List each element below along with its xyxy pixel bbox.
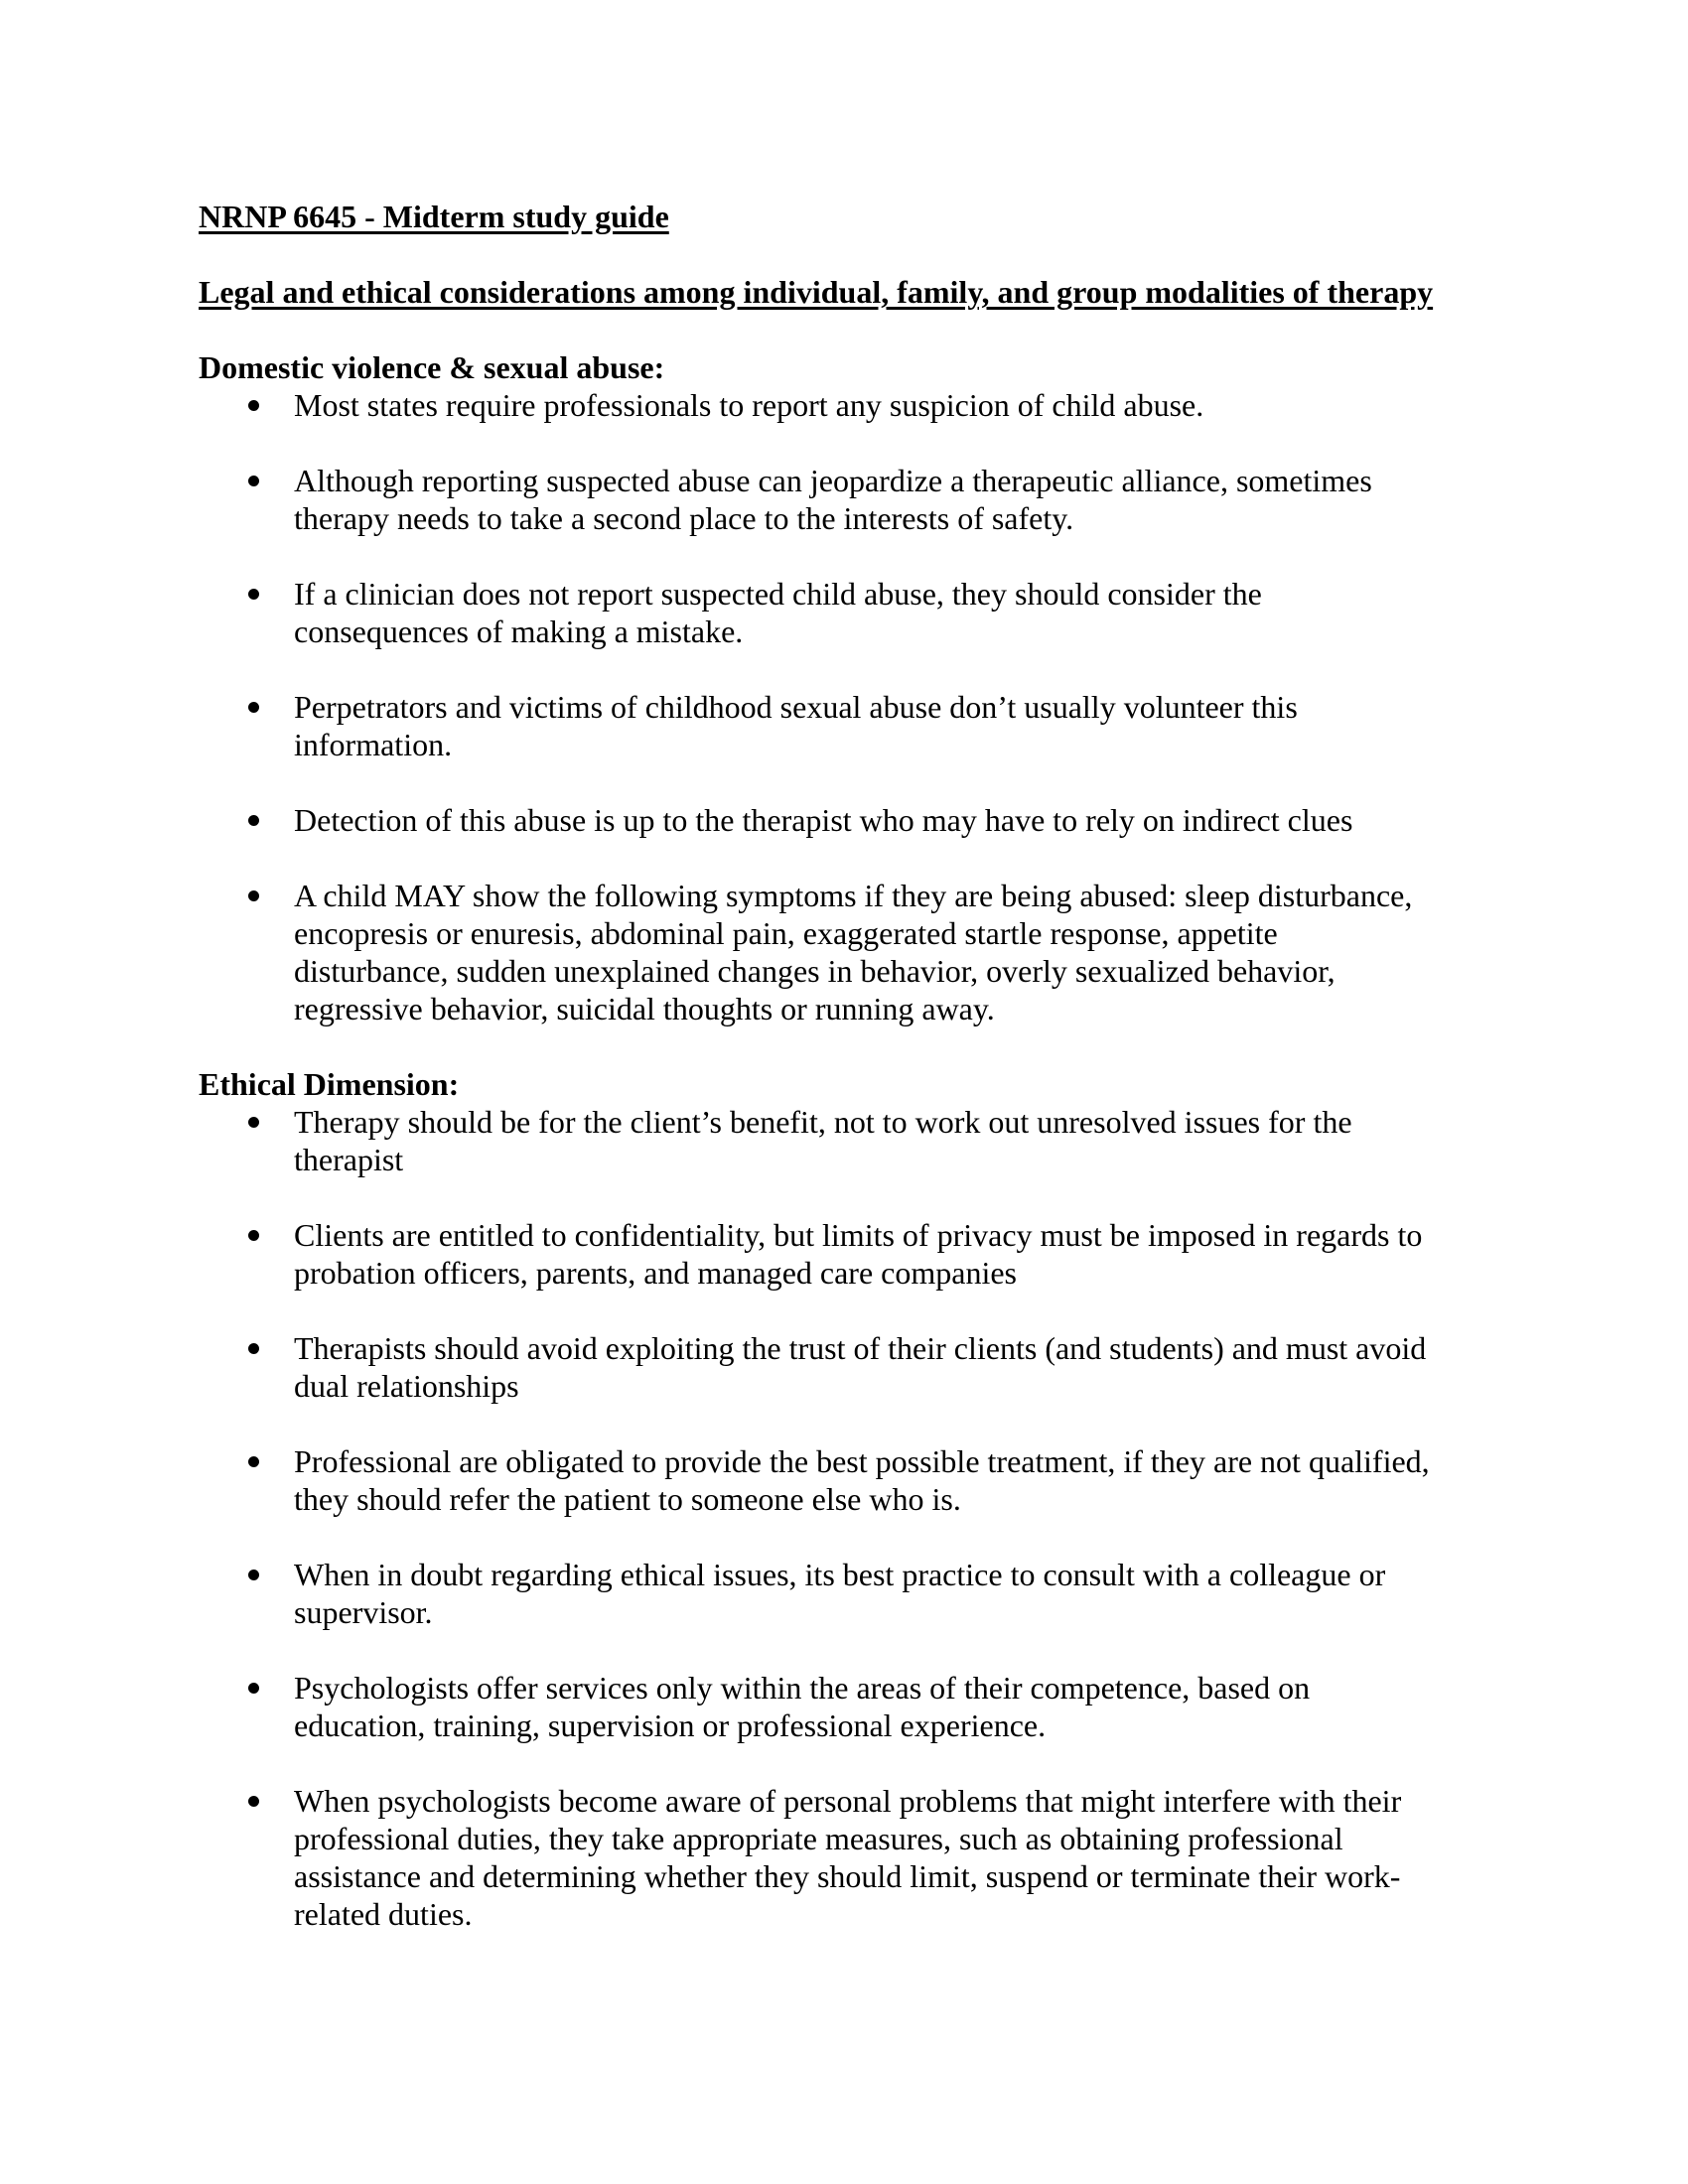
list-item-text: encopresis or enuresis, abdominal pain, exaggerated startle response, appetite	[294, 915, 1278, 951]
list-item-text: Psychologists offer services only within the areas of their competence, based on	[294, 1670, 1311, 1706]
list-item-text: Professional are obligated to provide the best possible treatment, if they are not qualified,	[294, 1443, 1430, 1479]
list-item-text: regressive behavior, suicidal thoughts or running away.	[294, 991, 995, 1026]
list-item-text: probation officers, parents, and managed care companies	[294, 1255, 1017, 1291]
bullet-icon	[248, 1570, 259, 1580]
bullet-icon	[248, 815, 259, 826]
list-item-text: education, training, supervision or professional experience.	[294, 1707, 1047, 1743]
list-item-text: Therapists should avoid exploiting the trust of their clients (and students) and must avoid	[294, 1330, 1427, 1366]
section-heading-ethical-dimension: Ethical Dimension:	[199, 1066, 460, 1102]
document-subtitle: Legal and ethical considerations among individual, family, and group modalities of therapy	[199, 274, 1434, 310]
list-item-text: they should refer the patient to someone else who is.	[294, 1481, 961, 1517]
bullet-icon	[248, 476, 259, 486]
list-item-text: Most states require professionals to report any suspicion of child abuse.	[294, 387, 1204, 423]
section-heading-domestic-violence: Domestic violence & sexual abuse:	[199, 349, 665, 385]
bullet-icon	[248, 1343, 259, 1354]
list-item-text: information.	[294, 727, 453, 762]
bullet-icon	[248, 702, 259, 713]
list-item-text: Detection of this abuse is up to the therapist who may have to rely on indirect clues	[294, 802, 1353, 838]
list-item-text: If a clinician does not report suspected child abuse, they should consider the	[294, 576, 1262, 612]
list-item-text: therapy needs to take a second place to the interests of safety.	[294, 500, 1074, 536]
list-item-text: Perpetrators and victims of childhood sexual abuse don’t usually volunteer this	[294, 689, 1298, 725]
list-item-text: A child MAY show the following symptoms if they are being abused: sleep disturbance,	[294, 878, 1413, 913]
list-item-text: assistance and determining whether they should limit, suspend or terminate their work-	[294, 1858, 1401, 1894]
document-title: NRNP 6645 - Midterm study guide	[199, 199, 669, 234]
bullet-icon	[248, 589, 259, 600]
list-item-text: When psychologists become aware of personal problems that might interfere with their	[294, 1783, 1402, 1819]
bullet-icon	[248, 1117, 259, 1128]
list-item-text: therapist	[294, 1142, 404, 1177]
bullet-icon	[248, 1796, 259, 1807]
list-item-text: Therapy should be for the client’s benefit, not to work out unresolved issues for the	[294, 1104, 1352, 1140]
list-item-text: supervisor.	[294, 1594, 433, 1630]
list-item-text: related duties.	[294, 1896, 473, 1932]
list-item-text: consequences of making a mistake.	[294, 614, 744, 649]
list-item-text: professional duties, they take appropriate measures, such as obtaining professional	[294, 1821, 1343, 1856]
list-item-text: When in doubt regarding ethical issues, its best practice to consult with a colleague or	[294, 1557, 1386, 1592]
bullet-icon	[248, 1456, 259, 1467]
bullet-icon	[248, 1230, 259, 1241]
list-item-text: Although reporting suspected abuse can jeopardize a therapeutic alliance, sometimes	[294, 463, 1372, 498]
list-item-text: dual relationships	[294, 1368, 519, 1404]
list-item-text: disturbance, sudden unexplained changes in behavior, overly sexualized behavior,	[294, 953, 1336, 989]
bullet-icon	[248, 400, 259, 411]
bullet-icon	[248, 1683, 259, 1694]
bullet-icon	[248, 890, 259, 901]
list-item-text: Clients are entitled to confidentiality, but limits of privacy must be imposed in regards to	[294, 1217, 1423, 1253]
